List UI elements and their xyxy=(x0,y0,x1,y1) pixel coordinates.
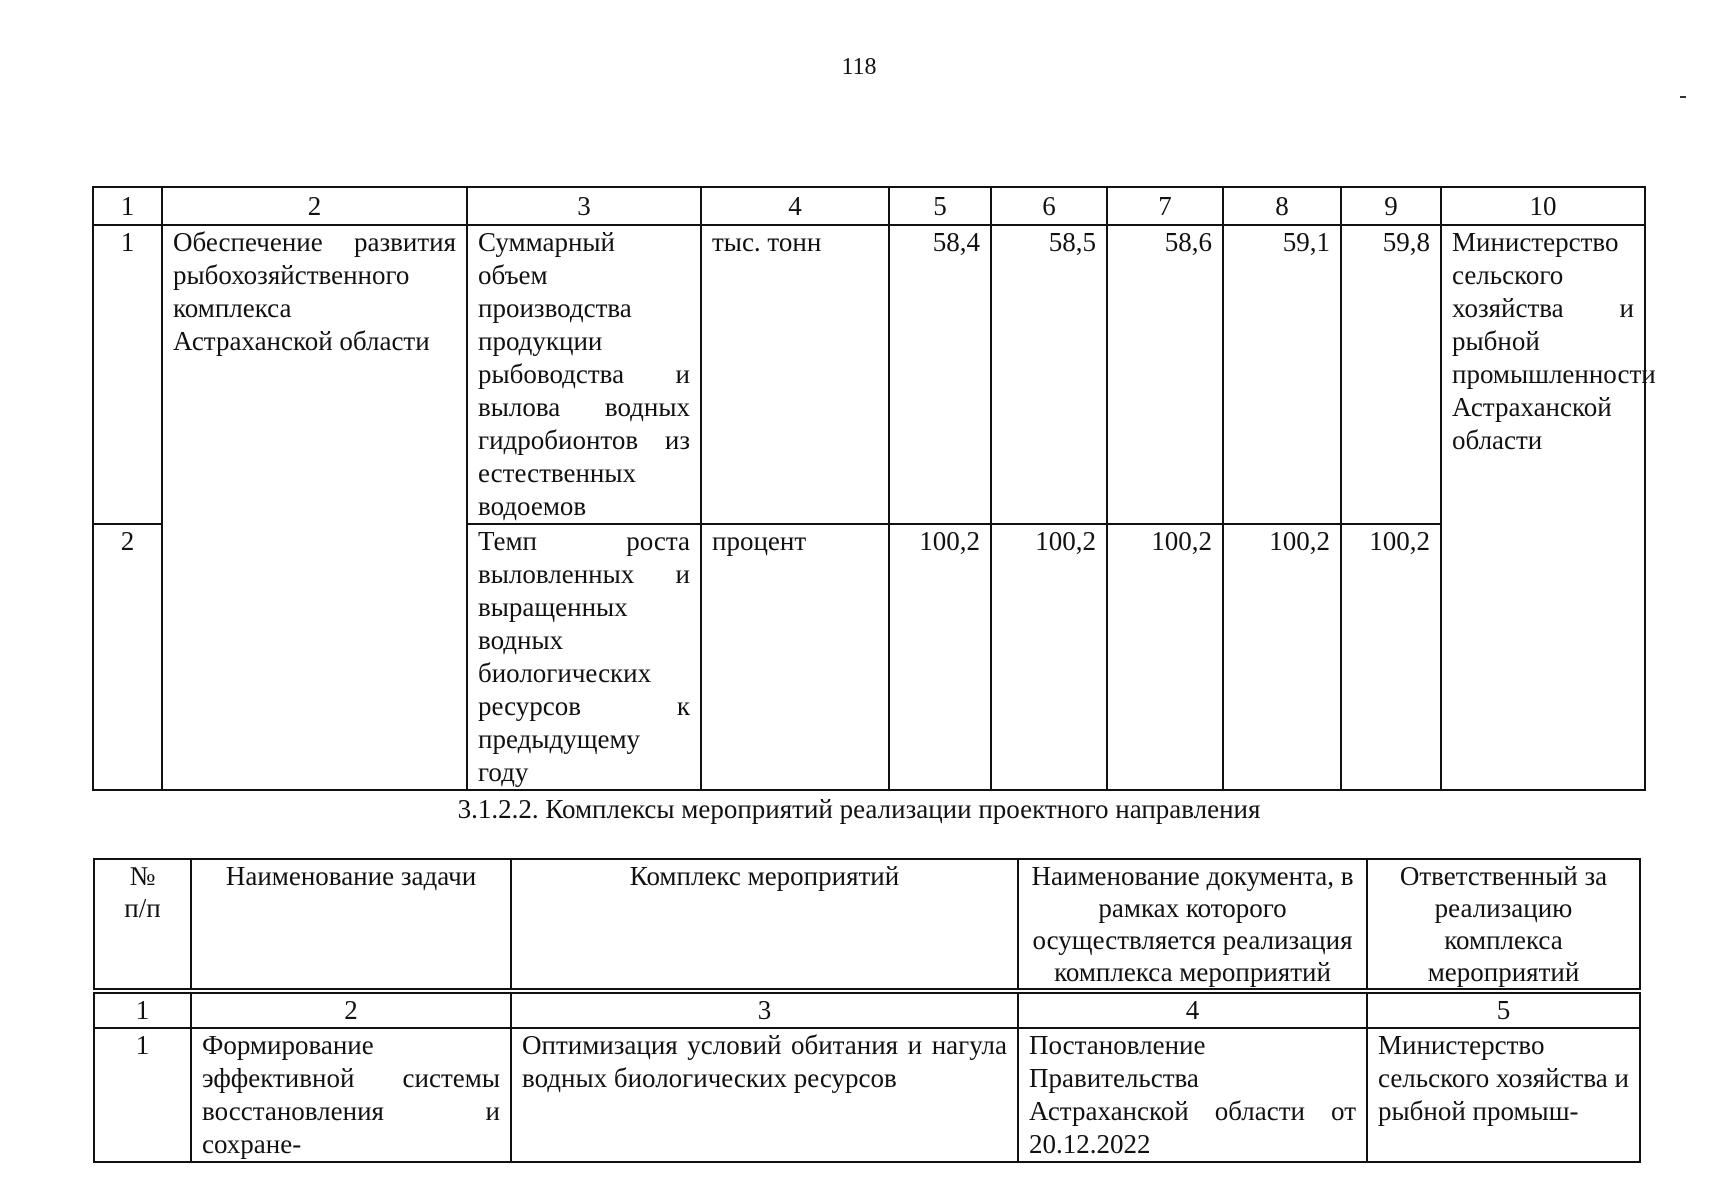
header-responsible: Ответственный за реализацию комплекса мероприятий xyxy=(1367,859,1640,989)
table-row xyxy=(94,1028,1640,1162)
section-title: 3.1.2.2. Комплексы мероприятий реализации проектного направления xyxy=(457,794,1261,824)
header-task: Наименование задачи xyxy=(191,859,511,989)
task-name: Обеспечение развития рыбохозяйственного комплекса Астраханской области xyxy=(162,225,467,790)
column-number: 9 xyxy=(1341,187,1441,225)
indicator-name: Суммарный объем производства продукции рыбоводства и вылова водных гидробионтов из естественных водоемов xyxy=(467,225,701,524)
column-number: 2 xyxy=(162,187,467,225)
column-number: 4 xyxy=(701,187,889,225)
indicator-name: Темп роста выловленных и выращенных водных биологических ресурсов к предыдущему году xyxy=(467,524,701,790)
column-number-row xyxy=(93,187,1645,225)
column-number: 1 xyxy=(93,187,162,225)
header-measures: Комплекс мероприятий xyxy=(511,859,1018,989)
responsible: Министерство сельского хозяйства и рыбной промыш- xyxy=(1367,1028,1640,1162)
row-number: 2 xyxy=(93,524,162,790)
header-row xyxy=(94,859,1640,989)
measures-name: Оптимизация условий обитания и нагула водных биологических ресурсов xyxy=(511,1028,1018,1162)
row-number: 1 xyxy=(93,225,162,524)
column-number: 8 xyxy=(1223,187,1341,225)
value-cell: 58,4 xyxy=(889,225,991,524)
column-number: 2 xyxy=(191,993,511,1028)
value-cell: 100,2 xyxy=(1107,524,1223,790)
column-number: 5 xyxy=(1367,993,1640,1028)
task-name: Формирование эффективной системы восстановления и сохране- xyxy=(191,1028,511,1162)
unit: тыс. тонн xyxy=(701,225,889,524)
column-number-row xyxy=(94,993,1640,1028)
responsible: Министерство сельского хозяйства и рыбной промышленности Астраханской области xyxy=(1441,225,1645,790)
column-number: 5 xyxy=(889,187,991,225)
measures-table xyxy=(93,858,1641,1163)
value-cell: 100,2 xyxy=(1341,524,1441,790)
value-cell: 58,6 xyxy=(1107,225,1223,524)
indicators-table xyxy=(92,186,1656,791)
column-number: 6 xyxy=(991,187,1107,225)
value-cell: 100,2 xyxy=(1223,524,1341,790)
scan-mark xyxy=(1680,96,1686,98)
column-number: 10 xyxy=(1441,187,1645,225)
table-row xyxy=(93,225,1645,524)
value-cell: 59,8 xyxy=(1341,225,1441,524)
value-cell: 100,2 xyxy=(889,524,991,790)
page-number: 118 xyxy=(841,54,877,80)
value-cell: 100,2 xyxy=(991,524,1107,790)
value-cell: 58,5 xyxy=(991,225,1107,524)
header-number: № п/п xyxy=(94,859,191,989)
row-number: 1 xyxy=(94,1028,191,1162)
column-number: 3 xyxy=(467,187,701,225)
column-number: 3 xyxy=(511,993,1018,1028)
value-cell: 59,1 xyxy=(1223,225,1341,524)
header-document: Наименование документа, в рамках которого осуществляется реализация комплекса мероприятий xyxy=(1018,859,1367,989)
column-number: 7 xyxy=(1107,187,1223,225)
column-number: 4 xyxy=(1018,993,1367,1028)
column-number: 1 xyxy=(94,993,191,1028)
document-name: Постановление Правительства Астраханской области от 20.12.2022 xyxy=(1018,1028,1367,1162)
unit: процент xyxy=(701,524,889,790)
